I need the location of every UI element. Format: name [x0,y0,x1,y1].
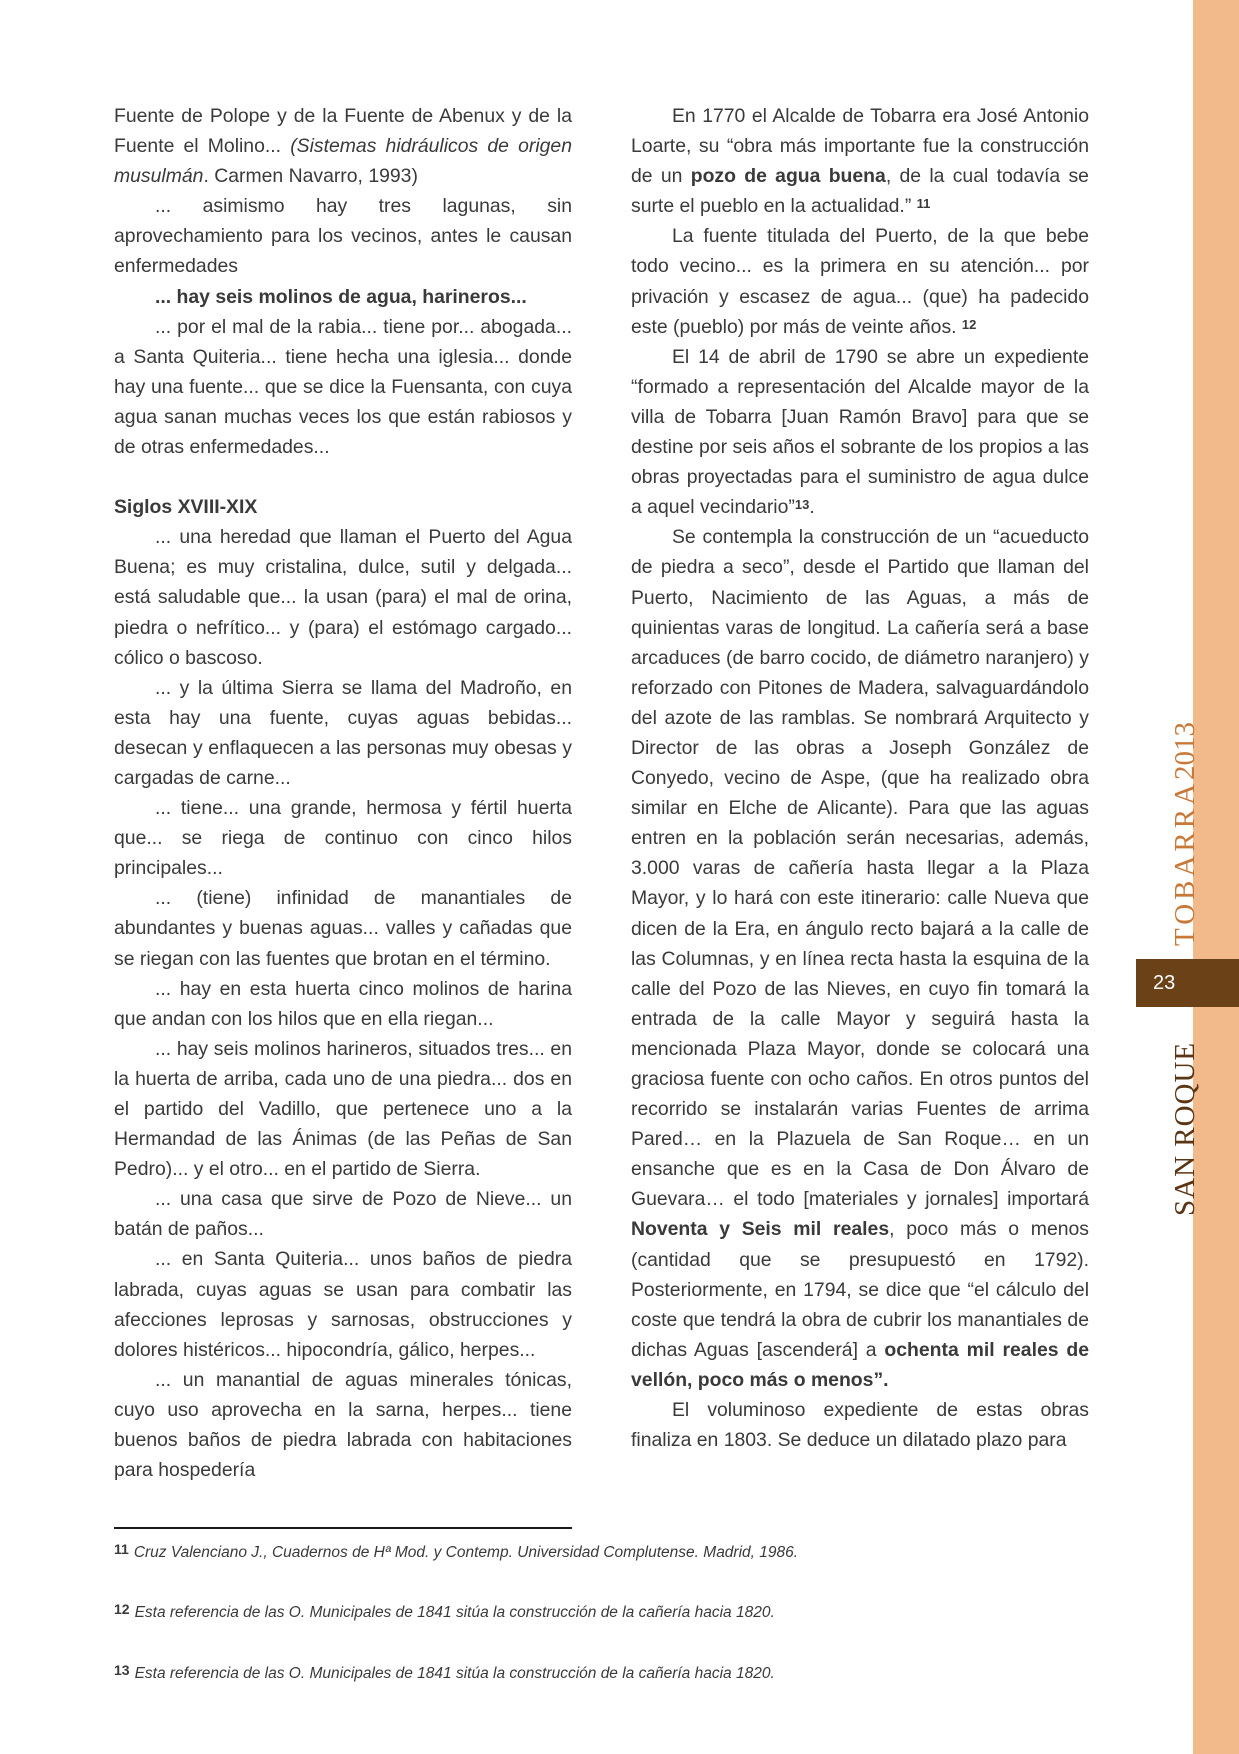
page-number-box [1136,959,1239,1007]
text-span: La fuente titulada del Puerto, de la que bebe todo vecino... es la primera en su atención... por privación y escasez de agua... (que) ha padecido este (pueblo) por más de veinte años. [631,225,1089,338]
italic-citation: (Sistemas hidráulicos de origen musulmán [114,135,572,188]
bold-span: pozo de agua buena [690,165,886,188]
paragraph: El voluminoso expediente de estas obras finaliza en 1803. Se deduce un dilatado plazo para [631,1399,1089,1452]
paragraph [631,221,1089,341]
footnote [114,1662,775,1683]
footnote-text: Esta referencia de las O. Municipales de 1841 sitúa la construcción de la cañería hacia 1820. [134,1604,775,1621]
bold-paragraph: ... hay seis molinos de agua, harineros... [155,285,527,308]
text-span: Fuente de Polope y de la Fuente de Abenux y de la Fuente el Molino... [114,105,572,158]
footnote-number: 13 [114,1662,130,1678]
footnote-text: Cruz Valenciano J., Cuadernos de Hª Mod. y Contemp. Universidad Complutense. Madrid, 1986. [133,1544,799,1561]
paragraph: ... una heredad que llaman el Puerto del Agua Buena; es muy cristalina, dulce, sutil y delgada... está saludable que... la usan (para) el mal de orina, piedra o nefrítico... y (para) el estómago cargado... cólico o bascoso. [114,526,572,669]
footnote-divider [114,1527,572,1529]
town-name: TOBARRA [1169,779,1201,946]
text-span: , de la cual todavía se surte el pueblo en la actualidad.” [631,165,1089,218]
text-span: . Carmen Navarro, 1993) [203,165,418,188]
paragraph: ... por el mal de la rabia... tiene por... abogada... a Santa Quiteria... tiene hecha una iglesia... donde hay una fuente... que se dice la Fuensanta, con cuya agua sanan muchas veces los que están rabiosos y de otras enfermedades... [114,315,572,459]
footnote-ref: 12 [961,316,977,332]
footnote-ref: 11 [916,196,931,212]
bold-span: Noventa y Seis mil reales [631,1218,890,1241]
paragraph [114,101,572,191]
paragraph: ... hay seis molinos harineros, situados tres... en la huerta de arriba, cada uno de una piedra... dos en el partido del Vadillo, que pertenece uno a la Hermandad de las Ánimas (de las Peñas de San Pedro)... y el otro... en el partido de Sierra. [114,1037,572,1181]
publication-edition [1168,722,1202,946]
paragraph: ... hay en esta huerta cinco molinos de harina que andan con los hilos que en ella riegan... [114,977,572,1030]
paragraph: ... y la última Sierra se llama del Madroño, en esta hay una fuente, cuyas aguas bebidas... desecan y enflaquecen a las personas muy obesas y cargadas de carne... [114,676,572,789]
text-span: El 14 de abril de 1790 se abre un expediente “formado a representación del Alcalde mayor de la villa de Tobarra [Juan Ramón Bravo] para que se destine por seis años el sobrante de los propios a las obras proyectadas para el suministro de agua dulce a aquel vecindario” [631,345,1089,519]
paragraph: ... tiene... una grande, hermosa y fértil huerta que... se riega de continuo con cinco hilos principales... [114,797,572,880]
footnote-text: Esta referencia de las O. Municipales de 1841 sitúa la construcción de la cañería hacia 1820. [134,1665,775,1682]
section-heading: Siglos XVIII-XIX [114,496,258,519]
text-span: , poco más o menos (cantidad que se presupuestó en 1792). Posteriormente, en 1794, se dice que “el cálculo del coste que tendrá la obra de cubrir los manantiales de dichas Aguas [ascenderá] a [631,1218,1089,1361]
footnote [114,1601,775,1622]
footnote-ref: 13 [794,497,810,513]
paragraph: ... una casa que sirve de Pozo de Nieve... un batán de paños... [114,1188,572,1241]
paragraph: ... asimismo hay tres lagunas, sin aprovechamiento para los vecinos, antes le causan enfermedades [114,195,572,278]
bold-span: ochenta mil reales de vellón, poco más o menos”. [631,1338,1089,1391]
paragraph [631,101,1089,221]
paragraph: ... en Santa Quiteria... unos baños de piedra labrada, cuyas aguas se usan para combatir las afecciones leprosas y sarnosas, obstrucciones y dolores histéricos... hipocondría, gálico, herpes... [114,1248,572,1361]
paragraph: ... un manantial de aguas minerales tónicas, cuyo uso aprovecha en la sarna, herpes... tiene buenos baños de piedra labrada con habitaciones para hospedería [114,1368,572,1482]
paragraph [631,342,1089,523]
footnote [114,1541,798,1562]
edition-year: 2013 [1169,721,1201,780]
paragraph: ... (tiene) infinidad de manantiales de abundantes y buenas aguas... valles y cañadas que se riegan con las fuentes que brotan en el término. [114,887,572,970]
page-number: 23 [1153,972,1176,994]
right-column [631,101,1089,1455]
paragraph [631,522,1089,1395]
left-column [114,101,572,1485]
footnote-number: 11 [114,1541,129,1557]
text-span: Se contempla la construcción de un “acueducto de piedra a seco”, desde el Partido que llaman del Puerto, Nacimiento de las Aguas, a más de quinientas varas de longitud. La cañería será a base arcaduces (de barro cocido, de diámetro naranjero) y reforzado con Pitones de Madera, salvaguardándolo del azote de las ramblas. Se nombrará Arquitecto y Director de las obras a Joseph González de Conyedo, vecino de Aspe, (que ha realizado obra similar en Elche de Alicante). Para que las aguas entren en la población serán necesarias, además, 3.000 varas de cañería hasta llegar a la Plaza Mayor, y lo hará con este itinerario: calle Nueva que dicen de la Era, en ángulo recto bajará a la calle de las Columnas, y en línea recta hasta la esquina de la calle del Pozo de las Nieves, en cuyo fin tomará la entrada de la calle Mayor y seguirá hasta la mencionada Plaza Mayor, donde se colocará una graciosa fuente con ocho caños. En otros puntos del recorrido se instalarán varias Fuentes de arrima Pared… en la Plazuela de San Roque… en un ensanche que es en la Casa de Don Álvaro de Guevara… el todo [materiales y jornales] importará [631,526,1089,1211]
footnote-number: 12 [114,1601,130,1617]
text-span: En 1770 el Alcalde de Tobarra era José Antonio Loarte, su “obra más importante fue la construcción de un [631,105,1089,188]
publication-title: SAN ROQUE [1169,1041,1201,1216]
text-span: . [809,496,815,519]
